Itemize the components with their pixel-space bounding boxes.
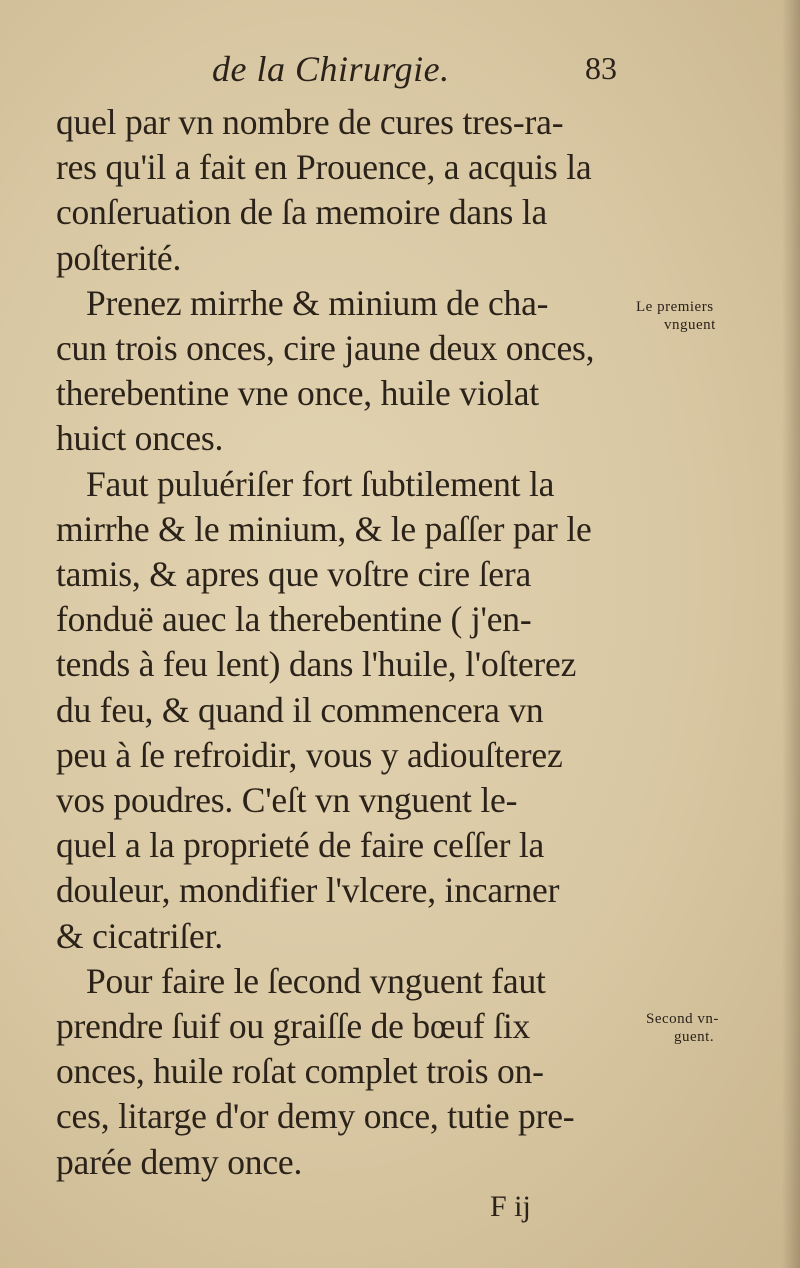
text-line: du feu, & quand il commencera vn [56,689,544,730]
running-title: de la Chirurgie. [212,49,450,89]
text-line: tends à feu lent) dans l'huile, l'oſterez [56,644,577,685]
margin-note-second-unguent [646,1010,719,1046]
margin-note-line: Second vn- [646,1011,719,1027]
page-header [0,48,800,98]
text-line: prendre ſuif ou graiſſe de bœuf ſix [56,1006,531,1047]
text-line: therebentine vne once, huile violat [56,373,539,414]
text-line: poſterité. [56,237,182,278]
text-line: tamis, & apres que voſtre cire ſera [56,554,532,595]
text-line: quel par vn nombre de cures tres-ra- [56,102,564,142]
text-line: conſeruation de ſa memoire dans la [56,192,547,233]
margin-note-first-unguent [636,298,716,334]
text-line: onces, huile roſat complet trois on- [56,1051,544,1092]
text-line: quel a la proprieté de faire ceſſer la [56,825,545,866]
margin-note-line: guent. [674,1029,715,1045]
page-edge-shadow [782,0,800,1268]
text-line: res qu'il a fait en Prouence, a acquis la [56,147,592,188]
text-line: mirrhe & le minium, & le paſſer par le [56,508,592,549]
signature-mark: F ij [490,1190,531,1223]
text-line: cun trois onces, cire jaune deux onces, [56,328,595,369]
text-line: peu à ſe refroidir, vous y adiouſterez [56,734,563,775]
margin-note-line: Le premiers [636,299,714,315]
margin-note-line: vnguent [664,317,716,333]
text-line: Pour faire le ſecond vnguent faut [86,960,546,1001]
text-line: Faut puluériſer fort ſubtilement la [86,463,555,504]
text-line: fonduë auec la therebentine ( j'en- [56,599,532,640]
text-line: Prenez mirrhe & minium de cha- [86,282,549,323]
text-line: & cicatriſer. [56,915,223,956]
page-number: 83 [585,50,617,86]
text-line: vos poudres. C'eſt vn vnguent le- [56,780,518,821]
text-line: ces, litarge d'or demy once, tutie pre- [56,1096,575,1137]
body-text [56,100,646,1185]
text-line: huict onces. [56,418,224,459]
text-line: parée demy once. [56,1141,303,1182]
text-line: douleur, mondifier l'vlcere, incarner [56,870,560,911]
